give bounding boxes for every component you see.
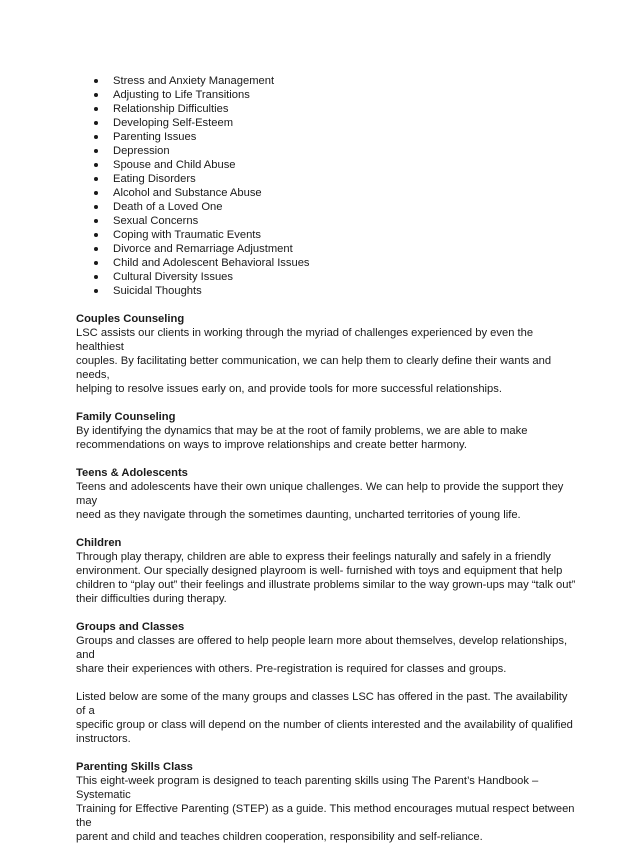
paragraph-line: Listed below are some of the many groups and classes LSC has offered in the past. The availability of a (76, 691, 568, 717)
list-item-text: Depression (113, 145, 170, 157)
list-item-text: Coping with Traumatic Events (113, 229, 261, 241)
list-item (76, 116, 576, 130)
groups-classes-section (76, 620, 576, 676)
list-item-text: Cultural Diversity Issues (113, 271, 233, 283)
list-item (76, 256, 576, 270)
paragraph-line: helping to resolve issues early on, and provide tools for more successful relationships. (76, 383, 502, 395)
paragraph-line: share their experiences with others. Pre-registration is required for classes and groups. (76, 663, 507, 675)
bullet-icon (94, 121, 98, 125)
bullet-icon (94, 275, 98, 279)
list-item-text: Alcohol and Substance Abuse (113, 187, 262, 199)
listed-groups-paragraph (76, 690, 576, 746)
paragraph-line: By identifying the dynamics that may be at the root of family problems, we are able to make (76, 425, 528, 437)
section-heading: Family Counseling (76, 411, 176, 423)
family-counseling-section (76, 410, 576, 452)
paragraph-line: need as they navigate through the sometimes daunting, uncharted territories of young life. (76, 509, 521, 521)
bullet-icon (94, 163, 98, 167)
list-item-text: Developing Self-Esteem (113, 117, 234, 129)
document-page (76, 74, 576, 844)
bullet-icon (94, 135, 98, 139)
paragraph-line: parent and child and teaches children cooperation, responsibility and self-reliance. (76, 831, 483, 843)
bullet-icon (94, 177, 98, 181)
bullet-icon (94, 219, 98, 223)
bullet-icon (94, 191, 98, 195)
list-item (76, 228, 576, 242)
list-item (76, 102, 576, 116)
section-heading: Groups and Classes (76, 621, 185, 633)
list-item (76, 74, 576, 88)
list-item-text: Spouse and Child Abuse (113, 159, 236, 171)
list-item-text: Death of a Loved One (113, 201, 223, 213)
list-item (76, 200, 576, 214)
bullet-icon (94, 205, 98, 209)
list-item-text: Stress and Anxiety Management (113, 75, 275, 87)
teens-adolescents-section (76, 466, 576, 522)
bullet-icon (94, 79, 98, 83)
section-heading: Children (76, 537, 122, 549)
list-item-text: Suicidal Thoughts (113, 285, 202, 297)
paragraph-line: Through play therapy, children are able to express their feelings naturally and safely in a friendly (76, 551, 551, 563)
list-item-text: Divorce and Remarriage Adjustment (113, 243, 293, 255)
list-item (76, 186, 576, 200)
children-section (76, 536, 576, 606)
bullet-icon (94, 107, 98, 111)
list-item (76, 242, 576, 256)
bullet-icon (94, 247, 98, 251)
paragraph-line: Training for Effective Parenting (STEP) as a guide. This method encourages mutual respect between the (76, 803, 575, 829)
list-item (76, 144, 576, 158)
list-item-text: Adjusting to Life Transitions (113, 89, 250, 101)
list-item (76, 270, 576, 284)
services-bullet-list (76, 74, 576, 298)
list-item (76, 130, 576, 144)
list-item (76, 88, 576, 102)
paragraph-line: Groups and classes are offered to help people learn more about themselves, develop relationships, and (76, 635, 568, 661)
bullet-icon (94, 261, 98, 265)
bullet-icon (94, 149, 98, 153)
paragraph-line: instructors. (76, 733, 131, 745)
paragraph-line: recommendations on ways to improve relationships and create better harmony. (76, 439, 467, 451)
list-item (76, 172, 576, 186)
bullet-icon (94, 289, 98, 293)
bullet-icon (94, 93, 98, 97)
list-item (76, 214, 576, 228)
section-heading: Teens & Adolescents (76, 467, 188, 479)
paragraph-line: couples. By facilitating better communication, we can help them to clearly define their wants and needs, (76, 355, 552, 381)
section-heading: Couples Counseling (76, 313, 185, 325)
list-item-text: Relationship Difficulties (113, 103, 229, 115)
list-item-text: Child and Adolescent Behavioral Issues (113, 257, 310, 269)
paragraph-line: children to “play out” their feelings and illustrate problems similar to the way grown-ups may “talk out” (76, 579, 576, 591)
bullet-icon (94, 233, 98, 237)
paragraph-line: environment. Our specially designed playroom is well- furnished with toys and equipment that help (76, 565, 563, 577)
list-item (76, 284, 576, 298)
list-item-text: Eating Disorders (113, 173, 196, 185)
section-heading: Parenting Skills Class (76, 761, 193, 773)
paragraph-line: This eight-week program is designed to teach parenting skills using The Parent’s Handbook – Systematic (76, 775, 539, 801)
parenting-skills-section (76, 760, 576, 844)
list-item-text: Parenting Issues (113, 131, 197, 143)
list-item-text: Sexual Concerns (113, 215, 199, 227)
list-item (76, 158, 576, 172)
couples-counseling-section (76, 312, 576, 396)
paragraph-line: Teens and adolescents have their own unique challenges. We can help to provide the support they may (76, 481, 564, 507)
paragraph-line: their difficulties during therapy. (76, 593, 227, 605)
paragraph-line: specific group or class will depend on the number of clients interested and the availability of qualified (76, 719, 573, 731)
paragraph-line: LSC assists our clients in working through the myriad of challenges experienced by even the healthiest (76, 327, 534, 353)
